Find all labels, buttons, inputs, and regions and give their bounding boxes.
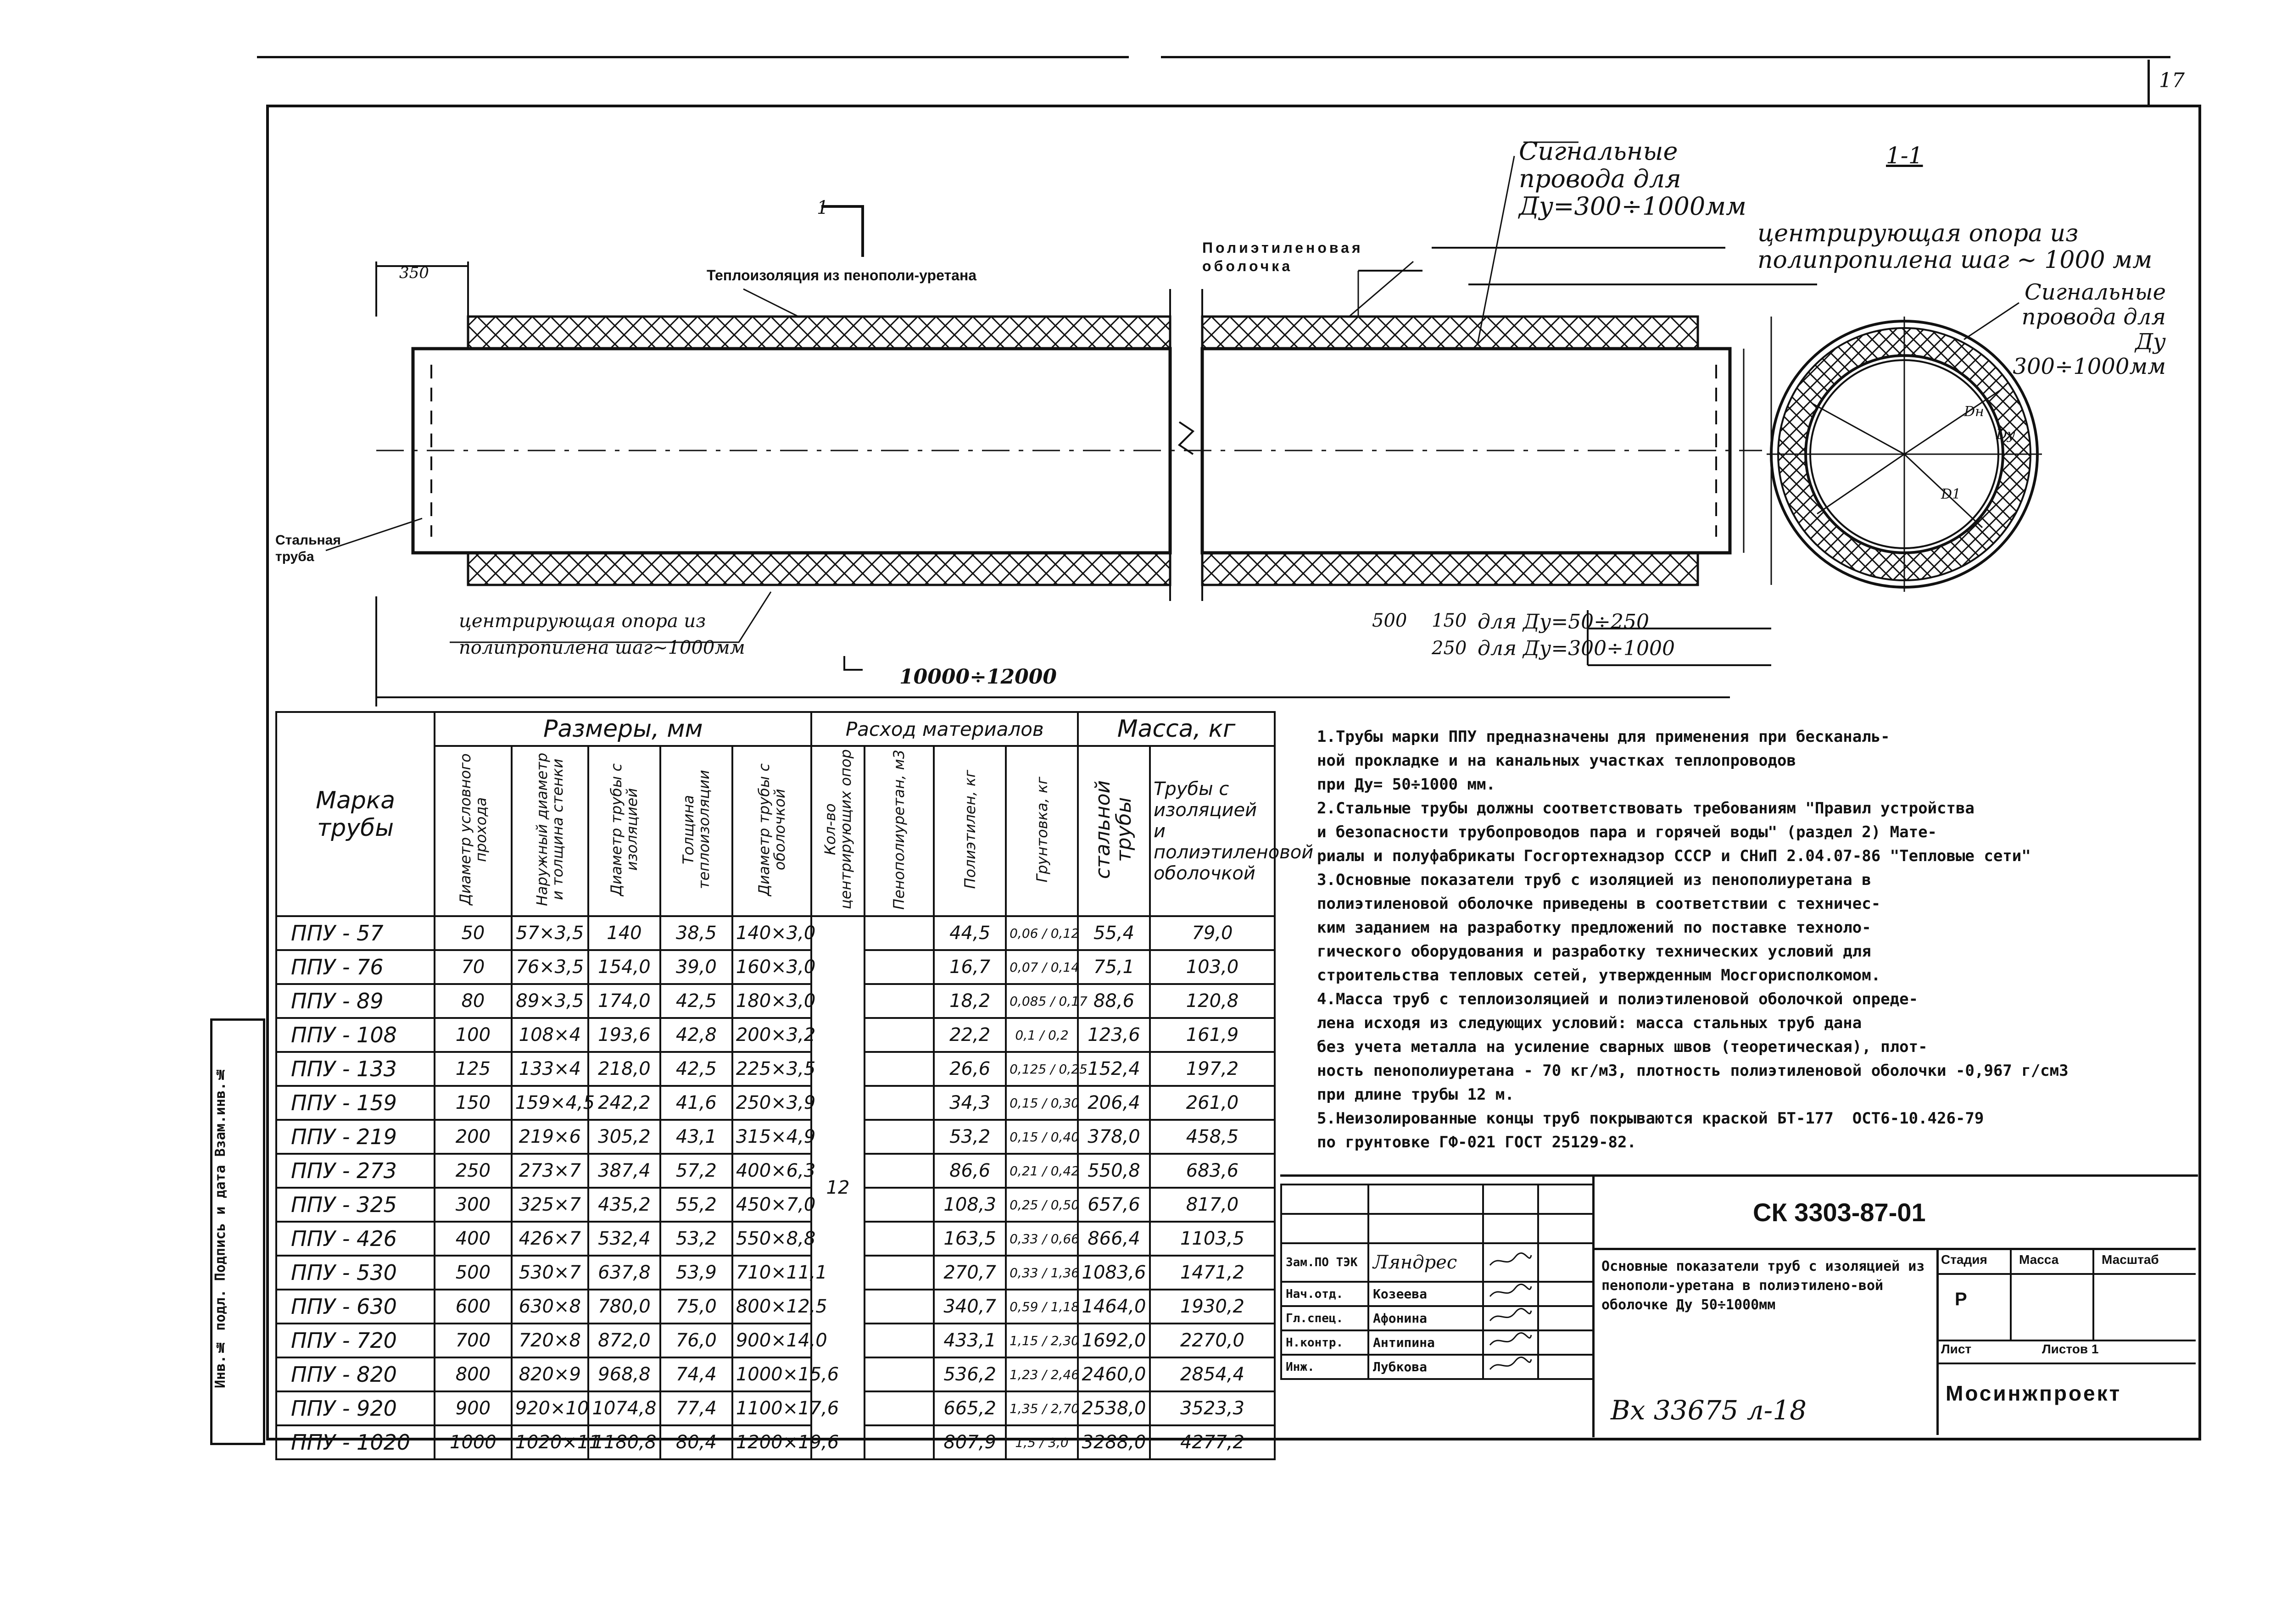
stage-col-line-1	[2010, 1248, 2012, 1340]
stamp-empty-row	[1281, 1214, 1593, 1243]
table-row	[276, 950, 1275, 984]
cell-dy: 700	[435, 1324, 511, 1357]
cell-dn: 57×3,5	[512, 916, 588, 950]
stamp-person-row	[1281, 1355, 1593, 1379]
cell-pe: 433,1	[934, 1324, 1006, 1357]
title-block-top-line	[1280, 1174, 1592, 1177]
cell-pe: 34,3	[934, 1086, 1006, 1120]
cell-t: 43,1	[660, 1120, 732, 1154]
table-row	[276, 1018, 1275, 1052]
cell-paint: 0,06 / 0,12	[1006, 916, 1078, 950]
cell-pe: 22,2	[934, 1018, 1006, 1052]
cell-ppu	[865, 1256, 934, 1290]
stamp-date	[1538, 1330, 1593, 1355]
cell-d1: 637,8	[588, 1256, 660, 1290]
cell-dy: 125	[435, 1052, 511, 1086]
cell-ppu	[865, 1052, 934, 1086]
cell-dy: 600	[435, 1290, 511, 1324]
cell-mark: ППУ - 630	[276, 1290, 435, 1324]
cell-ppu	[865, 1357, 934, 1391]
cell-paint: 0,085 / 0,17	[1006, 984, 1078, 1018]
cell-t: 53,9	[660, 1256, 732, 1290]
stamp-date	[1538, 1243, 1593, 1282]
cell-t: 77,4	[660, 1391, 732, 1425]
table-row	[276, 1290, 1275, 1324]
cell-paint: 0,1 / 0,2	[1006, 1018, 1078, 1052]
cell-dn: 219×6	[512, 1120, 588, 1154]
cell-ppu	[865, 1086, 934, 1120]
top-rule-right	[1161, 56, 2170, 58]
cell-d1: 780,0	[588, 1290, 660, 1324]
h-supports: Кол-во центрирующих опор	[821, 749, 854, 910]
table-row	[276, 1086, 1275, 1120]
cell-pe: 807,9	[934, 1425, 1006, 1459]
note-250: для Ду=300÷1000	[1478, 637, 1675, 660]
cell-ms: 88,6	[1078, 984, 1150, 1018]
cell-paint: 0,25 / 0,50	[1006, 1188, 1078, 1222]
cell-t: 39,0	[660, 950, 732, 984]
stamp-person-row	[1281, 1306, 1593, 1330]
stamp-role: Нач.отд.	[1281, 1282, 1368, 1306]
insulation-top-right	[1202, 317, 1698, 349]
org-name: Мосинжпроект	[1946, 1381, 2122, 1405]
cell-dn: 426×7	[512, 1222, 588, 1256]
cell-pe: 44,5	[934, 916, 1006, 950]
dim-350: 350	[399, 264, 429, 282]
cell-dn: 325×7	[512, 1188, 588, 1222]
stamp-signature	[1483, 1282, 1538, 1306]
cell-mt: 458,5	[1150, 1120, 1275, 1154]
insulation-label: Теплоизоляция из пенополи-уретана	[707, 267, 977, 284]
cell-mt: 4277,2	[1150, 1425, 1275, 1459]
cell-dn: 133×4	[512, 1052, 588, 1086]
cell-mt: 161,9	[1150, 1018, 1275, 1052]
cell-dy: 70	[435, 950, 511, 984]
cell-mt: 261,0	[1150, 1086, 1275, 1120]
cell-dn: 108×4	[512, 1018, 588, 1052]
note-150: для Ду=50÷250	[1478, 610, 1650, 634]
cell-ms: 75,1	[1078, 950, 1150, 984]
group-mass-header: Масса, кг	[1078, 712, 1275, 746]
h-dshell: Диаметр трубы с изоляцией	[608, 763, 641, 896]
cell-mark: ППУ - 273	[276, 1154, 435, 1188]
cell-paint: 0,21 / 0,42	[1006, 1154, 1078, 1188]
group-materials-header: Расход материалов	[811, 712, 1078, 746]
cell-mark: ППУ - 108	[276, 1018, 435, 1052]
cell-supports: 12	[811, 916, 864, 1459]
cell-ppu	[865, 1120, 934, 1154]
cell-paint: 1,5 / 3,0	[1006, 1425, 1078, 1459]
table-row	[276, 1425, 1275, 1459]
stamp-role: Инж.	[1281, 1355, 1368, 1379]
sheet-number: 17	[2159, 69, 2185, 92]
cell-dpe: 450×7,0	[732, 1188, 812, 1222]
h-total: Трубы с изоляцией и полиэтиленовой оболочкой	[1150, 746, 1275, 916]
table-row	[276, 1188, 1275, 1222]
cell-pe: 26,6	[934, 1052, 1006, 1086]
cell-dn: 820×9	[512, 1357, 588, 1391]
cell-mt: 3523,3	[1150, 1391, 1275, 1425]
cell-dpe: 1200×19,6	[732, 1425, 812, 1459]
stamp-signature	[1483, 1355, 1538, 1379]
insulation-top-left	[468, 317, 1170, 349]
stamp-date	[1538, 1355, 1593, 1379]
cell-t: 38,5	[660, 916, 732, 950]
sheets-header: Листов 1	[2042, 1342, 2099, 1356]
cell-pe: 16,7	[934, 950, 1006, 984]
cell-d1: 1074,8	[588, 1391, 660, 1425]
stamp-signature	[1483, 1306, 1538, 1330]
sheets-row-line	[1936, 1340, 2196, 1341]
cell-dn: 1020×11	[512, 1425, 588, 1459]
h-pe: Полиэтилен, кг	[961, 770, 979, 889]
cell-ms: 378,0	[1078, 1120, 1150, 1154]
cell-mt: 683,6	[1150, 1154, 1275, 1188]
title-block-code-line	[1592, 1248, 2196, 1250]
section-drawing	[1762, 312, 2047, 596]
cell-dy: 500	[435, 1256, 511, 1290]
stamp-person-row	[1281, 1330, 1593, 1355]
cell-dpe: 400×6,3	[732, 1154, 812, 1188]
center-support-label: центрирующая опора из полипропилена шаг~1000мм	[459, 611, 745, 658]
cell-ms: 123,6	[1078, 1018, 1150, 1052]
cell-ppu	[865, 1018, 934, 1052]
cell-ms: 550,8	[1078, 1154, 1150, 1188]
cell-dn: 920×10	[512, 1391, 588, 1425]
stamp-name: Лубкова	[1368, 1355, 1483, 1379]
cell-dy: 1000	[435, 1425, 511, 1459]
cell-dn: 76×3,5	[512, 950, 588, 984]
cell-mark: ППУ - 820	[276, 1357, 435, 1391]
title-code: СК 3303-87-01	[1753, 1198, 1926, 1227]
stamp-role: Н.контр.	[1281, 1330, 1368, 1355]
table-row	[276, 1324, 1275, 1357]
cell-mt: 1103,5	[1150, 1222, 1275, 1256]
cell-dpe: 180×3,0	[732, 984, 812, 1018]
h-paint: Грунтовка, кг	[1033, 776, 1051, 883]
cell-paint: 1,35 / 2,70	[1006, 1391, 1078, 1425]
cell-dpe: 315×4,9	[732, 1120, 812, 1154]
cell-dn: 720×8	[512, 1324, 588, 1357]
cell-d1: 1180,8	[588, 1425, 660, 1459]
cell-mark: ППУ - 133	[276, 1052, 435, 1086]
cell-pe: 536,2	[934, 1357, 1006, 1391]
group-sizes-header: Размеры, мм	[435, 712, 811, 746]
cell-dy: 400	[435, 1222, 511, 1256]
table-row	[276, 1357, 1275, 1391]
section-title: 1-1	[1886, 142, 1923, 169]
dim-500: 500	[1372, 610, 1407, 631]
cell-t: 53,2	[660, 1222, 732, 1256]
cell-mt: 1471,2	[1150, 1256, 1275, 1290]
dim-250: 250	[1432, 638, 1467, 659]
cell-dy: 800	[435, 1357, 511, 1391]
cell-d1: 140	[588, 916, 660, 950]
cell-mt: 103,0	[1150, 950, 1275, 984]
stage-col-line-2	[2092, 1248, 2094, 1340]
cell-pe: 108,3	[934, 1188, 1006, 1222]
cell-ppu	[865, 1391, 934, 1425]
shell-label: Полиэтиленовая оболочка	[1202, 239, 1363, 274]
cell-ms: 657,6	[1078, 1188, 1150, 1222]
h-dn: Наружный диаметр и толщина стенки	[533, 752, 567, 907]
cell-dy: 80	[435, 984, 511, 1018]
cell-t: 55,2	[660, 1188, 732, 1222]
cell-ppu	[865, 950, 934, 984]
cell-dn: 89×3,5	[512, 984, 588, 1018]
title-name-divider	[1936, 1248, 1939, 1435]
h-ppu: Пенополиуретан, м3	[890, 749, 908, 910]
cell-ppu	[865, 1324, 934, 1357]
cell-pe: 340,7	[934, 1290, 1006, 1324]
cell-mt: 2854,4	[1150, 1357, 1275, 1391]
cell-dpe: 250×3,9	[732, 1086, 812, 1120]
cell-d1: 305,2	[588, 1120, 660, 1154]
cell-mark: ППУ - 89	[276, 984, 435, 1018]
cell-mark: ППУ - 159	[276, 1086, 435, 1120]
cell-pe: 18,2	[934, 984, 1006, 1018]
cell-ppu	[865, 984, 934, 1018]
cell-d1: 193,6	[588, 1018, 660, 1052]
cell-mark: ППУ - 530	[276, 1256, 435, 1290]
stamp-signature	[1483, 1243, 1538, 1282]
stamp-name: Ляндрес	[1368, 1243, 1483, 1282]
cell-ms: 55,4	[1078, 916, 1150, 950]
cell-t: 76,0	[660, 1324, 732, 1357]
h-dpe: Диаметр трубы с оболочкой	[755, 763, 789, 896]
cell-dy: 50	[435, 916, 511, 950]
cell-t: 42,5	[660, 1052, 732, 1086]
top-rule-left	[257, 56, 1129, 58]
cell-dpe: 800×12,5	[732, 1290, 812, 1324]
cell-ppu	[865, 1188, 934, 1222]
stamp-name: Козеева	[1368, 1282, 1483, 1306]
cell-dpe: 900×14,0	[732, 1324, 812, 1357]
insulation-bottom-right	[1202, 553, 1698, 585]
cell-mt: 2270,0	[1150, 1324, 1275, 1357]
cell-mt: 120,8	[1150, 984, 1275, 1018]
cell-d1: 154,0	[588, 950, 660, 984]
cell-d1: 174,0	[588, 984, 660, 1018]
cell-ms: 1692,0	[1078, 1324, 1150, 1357]
cell-dy: 100	[435, 1018, 511, 1052]
table-row	[276, 1256, 1275, 1290]
table-row	[276, 1120, 1275, 1154]
title-name: Основные показатели труб с изоляцией из пенополи-уретана в полиэтилено-вой оболочке Ду 50÷1000мм	[1601, 1258, 1925, 1313]
stamp-person-row	[1281, 1243, 1593, 1282]
cell-ppu	[865, 1425, 934, 1459]
stamp-person-row	[1281, 1282, 1593, 1306]
cell-ms: 2538,0	[1078, 1391, 1150, 1425]
stamp-date	[1538, 1306, 1593, 1330]
cell-pe: 270,7	[934, 1256, 1006, 1290]
cell-d1: 218,0	[588, 1052, 660, 1086]
cell-d1: 532,4	[588, 1222, 660, 1256]
cell-dy: 250	[435, 1154, 511, 1188]
cell-t: 80,4	[660, 1425, 732, 1459]
cell-mt: 817,0	[1150, 1188, 1275, 1222]
table-row	[276, 984, 1275, 1018]
cell-dpe: 550×8,8	[732, 1222, 812, 1256]
signal-wires-label: Сигнальные провода для Ду=300÷1000мм	[1519, 137, 1746, 221]
cell-dpe: 200×3,2	[732, 1018, 812, 1052]
stage-header-row	[1936, 1273, 2196, 1275]
cell-ppu	[865, 916, 934, 950]
cell-t: 42,8	[660, 1018, 732, 1052]
section-signal-label: Сигнальные провода для Ду 300÷1000мм	[2013, 279, 2166, 379]
org-row-line	[1936, 1363, 2196, 1364]
cell-pe: 86,6	[934, 1154, 1006, 1188]
cell-ppu	[865, 1222, 934, 1256]
cell-mark: ППУ - 57	[276, 916, 435, 950]
section-mark: 1	[817, 197, 829, 218]
side-strip	[210, 1018, 265, 1445]
cell-mark: ППУ - 720	[276, 1324, 435, 1357]
notes-block: 1.Трубы марки ППУ предназначены для применения при бесканаль- ной прокладке и на канальных участках теплопроводов при Ду= 50÷1000 мм. 2.Стальные трубы должны соответствовать требованиям "Правил устройства и безопасности трубопроводов пара и горячей воды" (раздел 2) Мате- риалы и полуфабрикаты Госгортехнадзор СССР и СНиП 2.04.07-86 "Тепловые сети" 3.Основные показатели труб с изоляцией из пенополиуретана в полиэтиленовой оболочке приведены в соответствии с техничес- ким заданием на разработку предложений по поставке техноло- гического оборудования и разработку технических условий для строительства тепловых сетей, утвержденным Мосгорисполкомом. 4.Масса труб с теплоизоляцией и полиэтиленовой оболочкой опреде- лена исходя из следующих условий: масса стальных труб дана без учета металла на усиление сварных швов (теоретическая), плот- ность пенополиуретана - 70 кг/м3, плотность полиэтиленовой оболочки -0,967 г/см3 при длине трубы 12 м. 5.Неизолированные концы труб покрываются краской БТ-177 ОСТ6-10.426-79 по грунтовке ГФ-021 ГОСТ 25129-82.	[1317, 728, 2069, 1151]
cell-ppu	[865, 1290, 934, 1324]
cell-mark: ППУ - 325	[276, 1188, 435, 1222]
section-d1-label: D1	[1941, 486, 1961, 502]
cell-d1: 242,2	[588, 1086, 660, 1120]
cell-paint: 1,23 / 2,46	[1006, 1357, 1078, 1391]
cell-t: 42,5	[660, 984, 732, 1018]
cell-paint: 0,07 / 0,14	[1006, 950, 1078, 984]
length-label: 10000÷12000	[899, 665, 1057, 689]
cell-mt: 1930,2	[1150, 1290, 1275, 1324]
cell-dy: 200	[435, 1120, 511, 1154]
cell-dpe: 225×3,5	[732, 1052, 812, 1086]
side-strip-label: Инв.№ подл. Подпись и дата Взам.инв.№	[212, 1066, 229, 1389]
cell-dn: 273×7	[512, 1154, 588, 1188]
cell-mark: ППУ - 76	[276, 950, 435, 984]
stamp-name: Антипина	[1368, 1330, 1483, 1355]
cell-ms: 152,4	[1078, 1052, 1150, 1086]
cell-ms: 1464,0	[1078, 1290, 1150, 1324]
cell-dpe: 710×11,1	[732, 1256, 812, 1290]
stamp-role: Гл.спец.	[1281, 1306, 1368, 1330]
cell-dpe: 160×3,0	[732, 950, 812, 984]
cell-ms: 2460,0	[1078, 1357, 1150, 1391]
cell-paint: 0,33 / 0,66	[1006, 1222, 1078, 1256]
stamp-role: Зам.ПО ТЭК	[1281, 1243, 1368, 1282]
cell-d1: 872,0	[588, 1324, 660, 1357]
cell-t: 74,4	[660, 1357, 732, 1391]
section-support-label: центрирующая опора из полипропилена шаг ~ 1000 мм	[1757, 220, 2153, 274]
stamp-date	[1538, 1282, 1593, 1306]
cell-mt: 197,2	[1150, 1052, 1275, 1086]
mass-header: Масса	[2019, 1252, 2059, 1267]
cell-paint: 0,33 / 1,36	[1006, 1256, 1078, 1290]
cell-paint: 0,125 / 0,25	[1006, 1052, 1078, 1086]
h-thick: Толщина теплоизоляции	[680, 770, 713, 889]
cell-dn: 630×8	[512, 1290, 588, 1324]
stamp-empty-row	[1281, 1185, 1593, 1214]
table-row	[276, 1222, 1275, 1256]
stage-value: Р	[1955, 1289, 1967, 1309]
table-row	[276, 916, 1275, 950]
cell-dy: 300	[435, 1188, 511, 1222]
h-dy: Диаметр условного прохода	[456, 753, 490, 906]
cell-ms: 1083,6	[1078, 1256, 1150, 1290]
cell-dpe: 1000×15,6	[732, 1357, 812, 1391]
cell-mark: ППУ - 426	[276, 1222, 435, 1256]
stamp-name: Афонина	[1368, 1306, 1483, 1330]
scale-header: Масштаб	[2102, 1252, 2159, 1267]
cell-dy: 150	[435, 1086, 511, 1120]
cell-dpe: 140×3,0	[732, 916, 812, 950]
cell-pe: 53,2	[934, 1120, 1006, 1154]
cell-mark: ППУ - 219	[276, 1120, 435, 1154]
cell-pe: 665,2	[934, 1391, 1006, 1425]
cell-d1: 435,2	[588, 1188, 660, 1222]
cell-dy: 900	[435, 1391, 511, 1425]
table-row	[276, 1154, 1275, 1188]
cell-d1: 968,8	[588, 1357, 660, 1391]
cell-mark: ППУ - 920	[276, 1391, 435, 1425]
inventory-note: Вх 33675 л-18	[1611, 1395, 1807, 1426]
cell-paint: 0,15 / 0,40	[1006, 1120, 1078, 1154]
stage-header: Стадия	[1941, 1252, 1987, 1267]
cell-t: 57,2	[660, 1154, 732, 1188]
steel-pipe-label: Стальная труба	[275, 533, 341, 564]
cell-paint: 0,59 / 1,18	[1006, 1290, 1078, 1324]
cell-mt: 79,0	[1150, 916, 1275, 950]
cell-t: 41,6	[660, 1086, 732, 1120]
insulation-bottom-left	[468, 553, 1170, 585]
cell-ppu	[865, 1154, 934, 1188]
title-block-people	[1280, 1184, 1594, 1380]
h-steel: стальной трубы	[1091, 780, 1136, 879]
section-dy-label: Dу	[1996, 427, 2015, 443]
cell-mark: ППУ - 1020	[276, 1425, 435, 1459]
cell-dpe: 1100×17,6	[732, 1391, 812, 1425]
table-row	[276, 1391, 1275, 1425]
col-mark-header: Марка трубы	[276, 712, 435, 916]
table-row	[276, 1052, 1275, 1086]
cell-paint: 0,15 / 0,30	[1006, 1086, 1078, 1120]
cell-ms: 206,4	[1078, 1086, 1150, 1120]
sheet-header: Лист	[1941, 1342, 1972, 1356]
cell-paint: 1,15 / 2,30	[1006, 1324, 1078, 1357]
cell-ms: 866,4	[1078, 1222, 1150, 1256]
section-dh-label: Dн	[1964, 404, 1984, 420]
cell-ms: 3288,0	[1078, 1425, 1150, 1459]
cell-dn: 159×4,5	[512, 1086, 588, 1120]
dim-150: 150	[1432, 610, 1467, 631]
stamp-signature	[1483, 1330, 1538, 1355]
cell-dn: 530×7	[512, 1256, 588, 1290]
cell-d1: 387,4	[588, 1154, 660, 1188]
cell-pe: 163,5	[934, 1222, 1006, 1256]
cell-t: 75,0	[660, 1290, 732, 1324]
